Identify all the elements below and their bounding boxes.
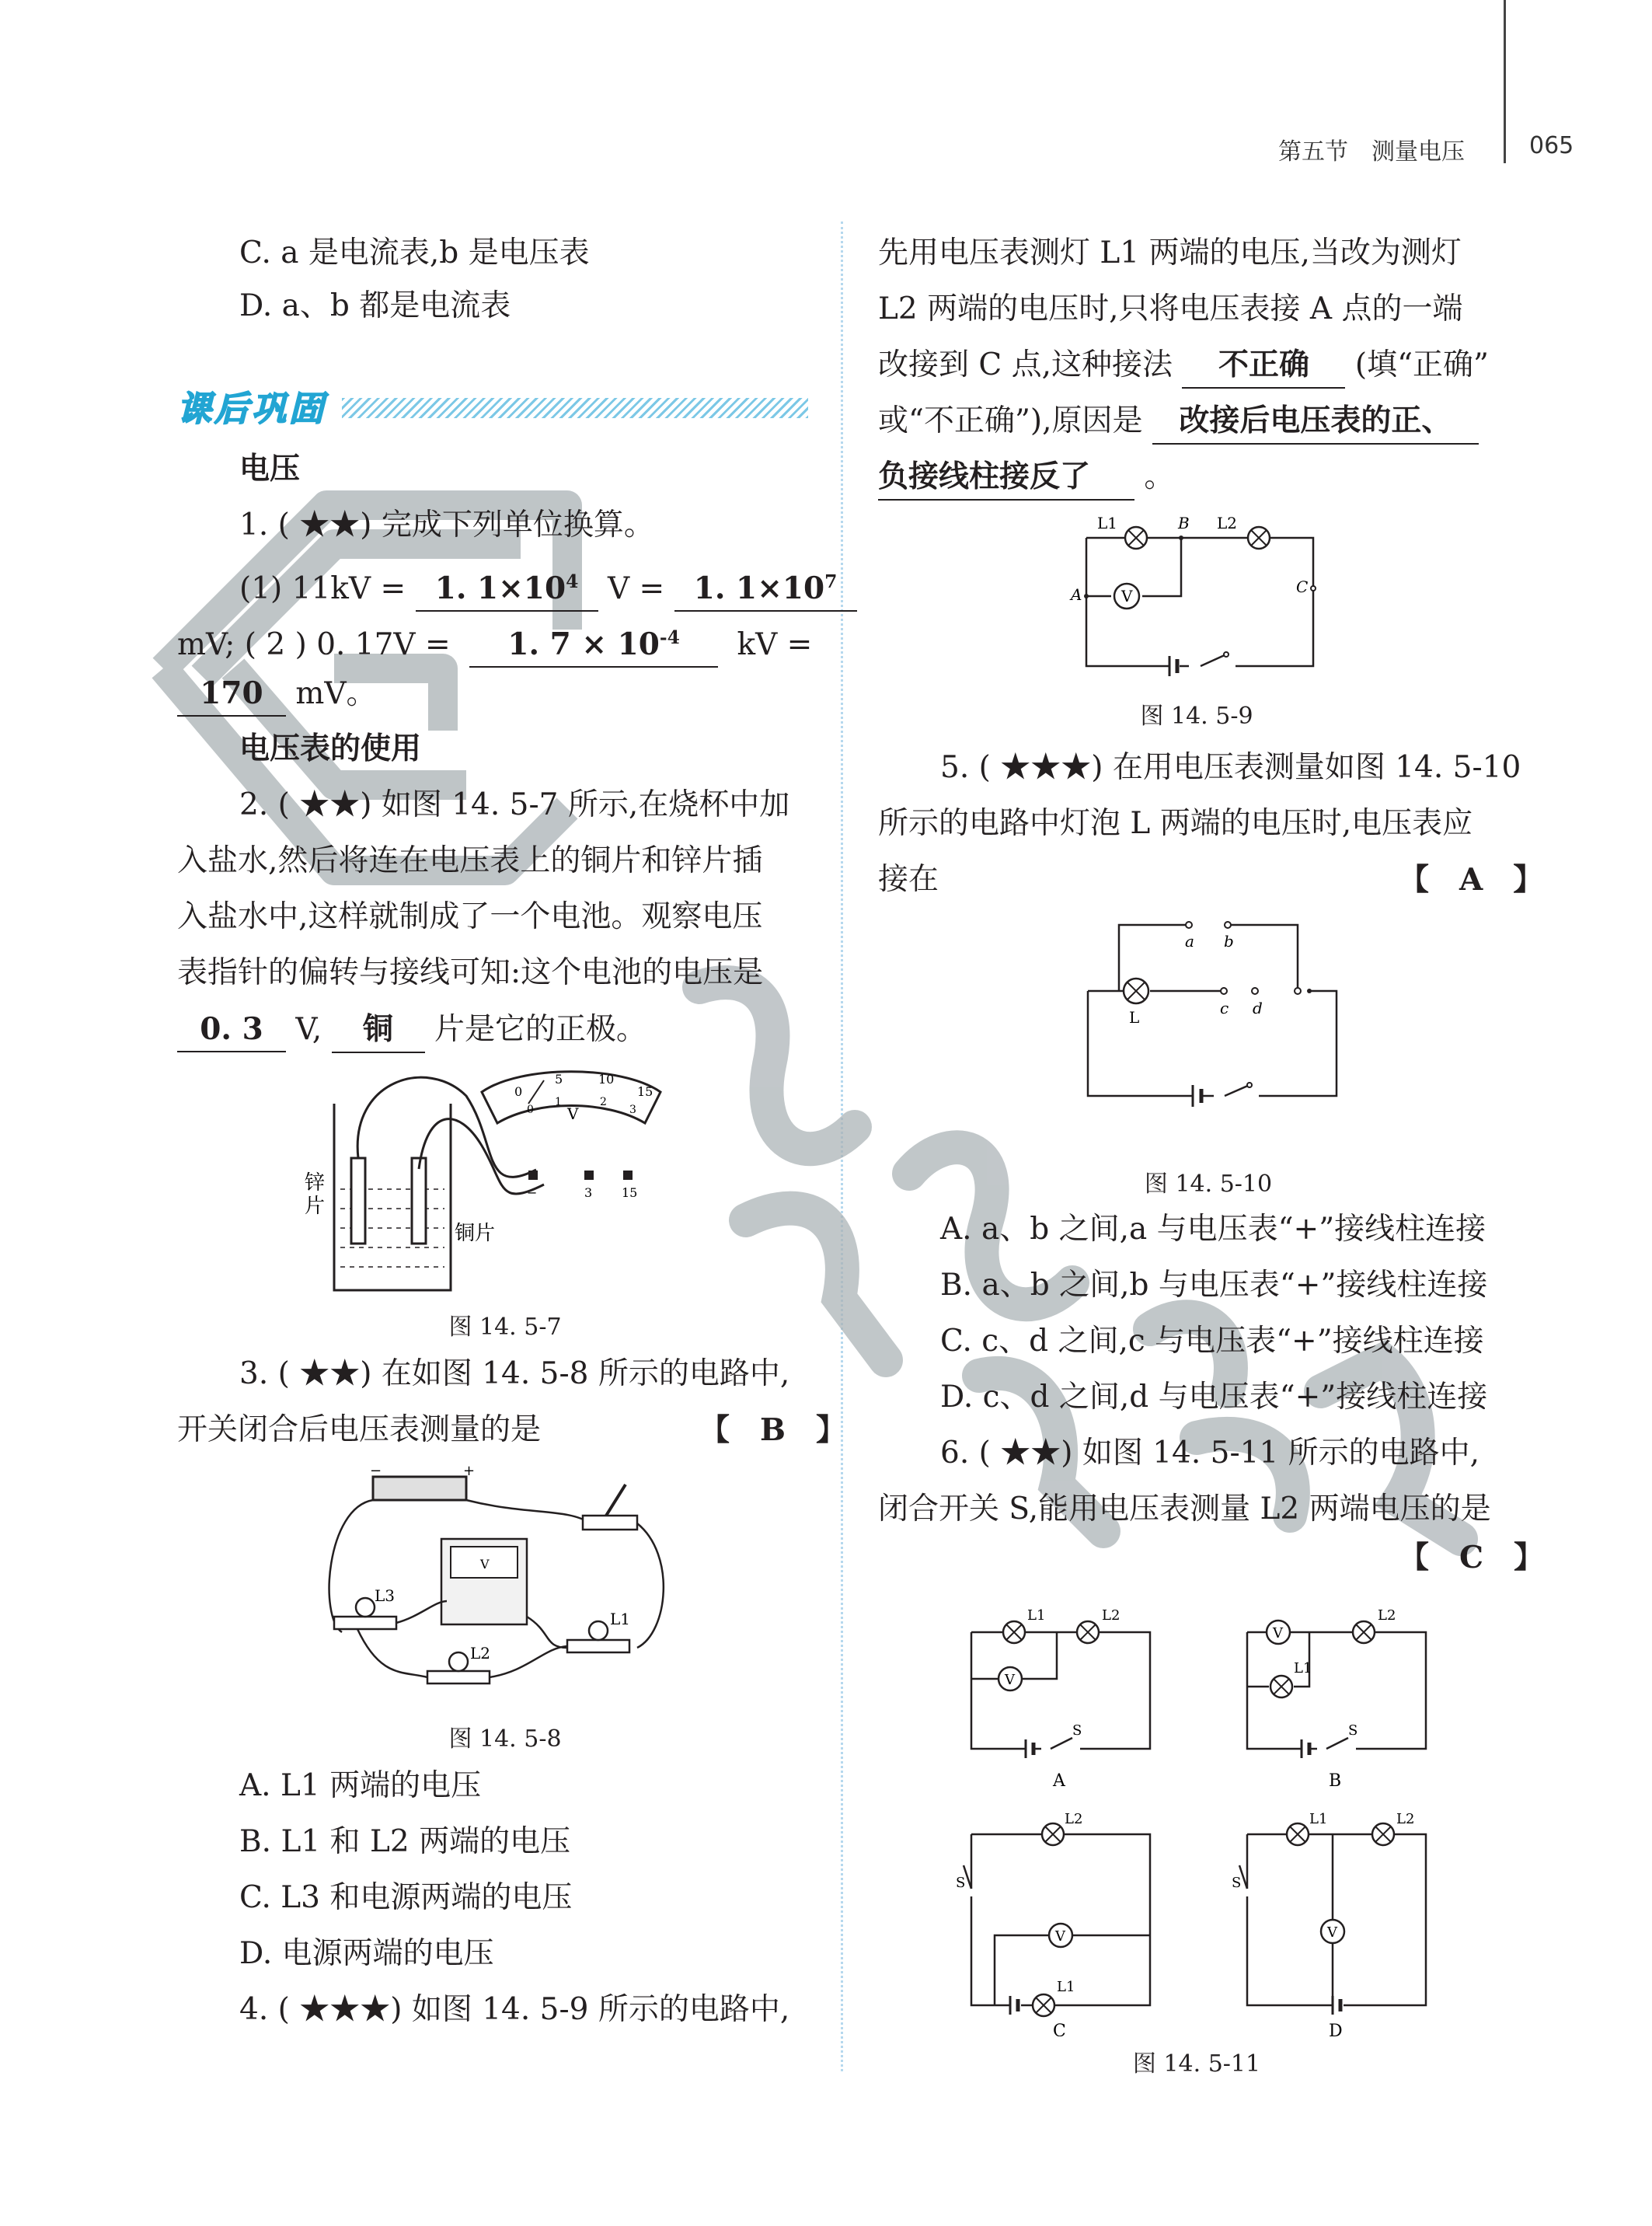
- svg-text:L1: L1: [1027, 1607, 1046, 1624]
- page-number: 065: [1529, 132, 1574, 159]
- q3-option-a: A. L1 两端的电压: [239, 1768, 482, 1803]
- header-rule: [1504, 0, 1506, 163]
- q1-line3: [177, 672, 377, 717]
- figure-14-5-10: [1080, 917, 1344, 1111]
- svg-text:L2: L2: [1396, 1811, 1415, 1827]
- svg-text:S: S: [1232, 1875, 1242, 1891]
- switch: [583, 1516, 637, 1530]
- q4-line5: [878, 399, 1479, 445]
- svg-text:−: −: [527, 1185, 538, 1200]
- caption-14-5-7: 图 14. 5-7: [448, 1314, 562, 1341]
- lamp-l2-base: [427, 1671, 490, 1683]
- topic-voltmeter-usage: 电压表的使用: [239, 731, 422, 766]
- svg-text:L2: L2: [1378, 1607, 1396, 1624]
- section-title: 课后巩固: [177, 389, 326, 429]
- svg-text:V: V: [1273, 1625, 1283, 1642]
- lamp-l3-base: [334, 1617, 396, 1629]
- svg-text:B: B: [1178, 514, 1190, 532]
- svg-text:V: V: [1055, 1928, 1065, 1945]
- zinc-plate: [351, 1158, 365, 1244]
- q2-answer-voltage: 0. 3: [177, 1007, 286, 1052]
- q1-answer-1: 1. $1\times 10^4$: [416, 560, 598, 612]
- lamp-l1-base: [567, 1640, 629, 1652]
- svg-text:片: 片: [305, 1195, 326, 1218]
- q1-line2: [177, 616, 812, 668]
- figure-14-5-9: [1065, 507, 1329, 678]
- q4-tail: 。: [1144, 459, 1175, 494]
- q1-unit-mv: mV。: [295, 676, 377, 711]
- svg-text:+: +: [463, 1463, 476, 1479]
- q4-line4: [878, 344, 1489, 389]
- svg-text:A: A: [1071, 585, 1082, 604]
- svg-text:d: d: [1253, 999, 1263, 1017]
- svg-text:1: 1: [555, 1096, 562, 1108]
- svg-text:5: 5: [555, 1072, 563, 1087]
- svg-text:L: L: [1129, 1008, 1140, 1027]
- caption-14-5-10: 图 14. 5-10: [1144, 1171, 1273, 1198]
- q6-line1: 6. ( ★★) 如图 14. 5-11 所示的电路中,: [940, 1436, 1480, 1471]
- svg-text:L2: L2: [1217, 514, 1238, 532]
- caption-14-5-11: 图 14. 5-11: [1132, 2050, 1261, 2078]
- q4-answer-2b: 负接线柱接反了: [878, 455, 1134, 501]
- q1-unit-kv: kV =: [737, 627, 813, 662]
- header-section-title: 第五节 测量电压: [1278, 138, 1465, 166]
- q5-option-c: C. c、d 之间,c 与电压表“+”接线柱连接: [940, 1324, 1484, 1359]
- q1-line1: [239, 560, 857, 612]
- q2-line3: 入盐水中,这样就制成了一个电池。观察电压: [177, 899, 763, 934]
- svg-text:L1: L1: [1294, 1660, 1312, 1676]
- q1-part2-label: mV; ( 2 ) 0. 17V =: [177, 627, 451, 662]
- svg-text:S: S: [1348, 1722, 1358, 1739]
- svg-text:D: D: [1329, 2022, 1343, 2036]
- svg-text:3: 3: [629, 1104, 636, 1116]
- figure-14-5-11: [956, 1586, 1453, 2036]
- svg-text:A: A: [1053, 1771, 1065, 1791]
- svg-text:L2: L2: [470, 1644, 491, 1663]
- svg-text:L2: L2: [1065, 1811, 1083, 1827]
- svg-text:−: −: [370, 1463, 382, 1479]
- q3-line2: 开关闭合后电压表测量的是: [177, 1412, 542, 1447]
- q5-line3: 接在: [878, 862, 939, 897]
- caption-14-5-8: 图 14. 5-8: [448, 1725, 562, 1753]
- q5-option-a: A. a、b 之间,a 与电压表“+”接线柱连接: [940, 1212, 1486, 1247]
- svg-text:S: S: [1072, 1722, 1082, 1739]
- q3-option-d: D. 电源两端的电压: [239, 1936, 494, 1971]
- q3-answer: 【 B 】: [699, 1412, 846, 1448]
- topic-voltage: 电压: [239, 452, 301, 487]
- q2-unit: V,: [295, 1012, 322, 1047]
- svg-text:S: S: [956, 1875, 966, 1891]
- q2-line1: 2. ( ★★) 如图 14. 5-7 所示,在烧杯中加: [239, 787, 790, 822]
- svg-text:L1: L1: [1097, 514, 1118, 532]
- q2-line4: 表指针的偏转与接线可知:这个电池的电压是: [177, 955, 764, 990]
- svg-text:L1: L1: [610, 1610, 631, 1628]
- q2-tail: 片是它的正极。: [434, 1012, 647, 1047]
- q5-line1: 5. ( ★★★) 在用电压表测量如图 14. 5-10: [940, 750, 1521, 785]
- svg-text:V: V: [1121, 587, 1133, 605]
- q2-line2: 入盐水,然后将连在电压表上的铜片和锌片插: [177, 843, 763, 878]
- q4-text-a: 改接到 C 点,这种接法: [878, 347, 1173, 382]
- svg-text:V: V: [480, 1557, 490, 1572]
- q1-answer-3: 1. $7 \times 10^{-4}$: [469, 616, 718, 668]
- copper-plate: [412, 1158, 426, 1244]
- column-divider: [841, 222, 843, 2071]
- svg-text:a: a: [1185, 932, 1194, 951]
- q4-line3: L2 两端的电压时,只将电压表接 A 点的一端: [878, 291, 1463, 326]
- svg-text:L2: L2: [1102, 1607, 1121, 1624]
- q2-line5: [177, 1007, 647, 1053]
- battery-pack: [373, 1477, 466, 1500]
- q3-option-c: C. L3 和电源两端的电压: [239, 1880, 573, 1915]
- svg-text:15: 15: [637, 1084, 653, 1099]
- q4-answer-2a: 改接后电压表的正、: [1152, 399, 1479, 445]
- q3-line1: 3. ( ★★) 在如图 14. 5-8 所示的电路中,: [239, 1356, 790, 1391]
- svg-text:b: b: [1224, 932, 1234, 951]
- svg-text:3: 3: [584, 1185, 593, 1200]
- q2-answer-electrode: 铜: [332, 1008, 425, 1053]
- svg-text:L1: L1: [1057, 1979, 1075, 1995]
- svg-text:V: V: [1005, 1672, 1015, 1688]
- q4-line2: 先用电压表测灯 L1 两端的电压,当改为测灯: [878, 236, 1462, 270]
- option-d-prev: D. a、b 都是电流表: [239, 288, 511, 323]
- caption-14-5-9: 图 14. 5-9: [1140, 703, 1253, 730]
- q3-option-b: B. L1 和 L2 两端的电压: [239, 1824, 571, 1859]
- q5-line2: 所示的电路中灯泡 L 两端的电压时,电压表应: [878, 806, 1473, 841]
- svg-text:10: 10: [598, 1072, 615, 1087]
- q6-line2: 闭合开关 S,能用电压表测量 L2 两端电压的是: [878, 1492, 1491, 1526]
- svg-text:0: 0: [514, 1084, 523, 1099]
- figure-14-5-7: [295, 1065, 699, 1298]
- svg-text:B: B: [1329, 1771, 1342, 1791]
- figure-14-5-8: [311, 1461, 684, 1702]
- svg-text:2: 2: [600, 1096, 607, 1108]
- q1-part1-label: (1) 11kV =: [239, 571, 406, 606]
- q1-answer-4: 170: [177, 672, 286, 717]
- svg-text:15: 15: [622, 1185, 638, 1200]
- svg-text:0: 0: [527, 1104, 534, 1116]
- section-title-hatch: [342, 398, 808, 418]
- svg-text:锌: 锌: [305, 1171, 326, 1195]
- q5-option-d: D. c、d 之间,d 与电压表“+”接线柱连接: [940, 1380, 1488, 1415]
- svg-text:V: V: [1327, 1924, 1337, 1941]
- option-c-prev: C. a 是电流表,b 是电压表: [239, 236, 590, 270]
- q5-option-b: B. a、b 之间,b 与电压表“+”接线柱连接: [940, 1268, 1488, 1303]
- q1-stem: 1. ( ★★) 完成下列单位换算。: [239, 508, 654, 543]
- q4-line1: 4. ( ★★★) 如图 14. 5-9 所示的电路中,: [239, 1992, 790, 2027]
- q4-answer-1: 不正确: [1182, 344, 1345, 389]
- svg-text:铜片: 铜片: [455, 1222, 496, 1245]
- q4-line6: [878, 455, 1174, 501]
- svg-text:V: V: [567, 1104, 579, 1123]
- q1-unit-v: V =: [607, 571, 665, 606]
- svg-text:C: C: [1296, 577, 1309, 596]
- q1-answer-2: 1. $1\times 10^7$: [674, 560, 857, 612]
- q4-text-c: 或“不正确”),原因是: [878, 403, 1143, 438]
- svg-text:C: C: [1053, 2022, 1066, 2036]
- svg-text:c: c: [1220, 999, 1229, 1017]
- q4-text-b: (填“正确”: [1354, 347, 1489, 382]
- svg-text:L3: L3: [375, 1586, 396, 1605]
- q5-answer: 【 A 】: [1399, 862, 1544, 898]
- q6-answer: 【 C 】: [1399, 1540, 1545, 1575]
- svg-text:L1: L1: [1309, 1811, 1328, 1827]
